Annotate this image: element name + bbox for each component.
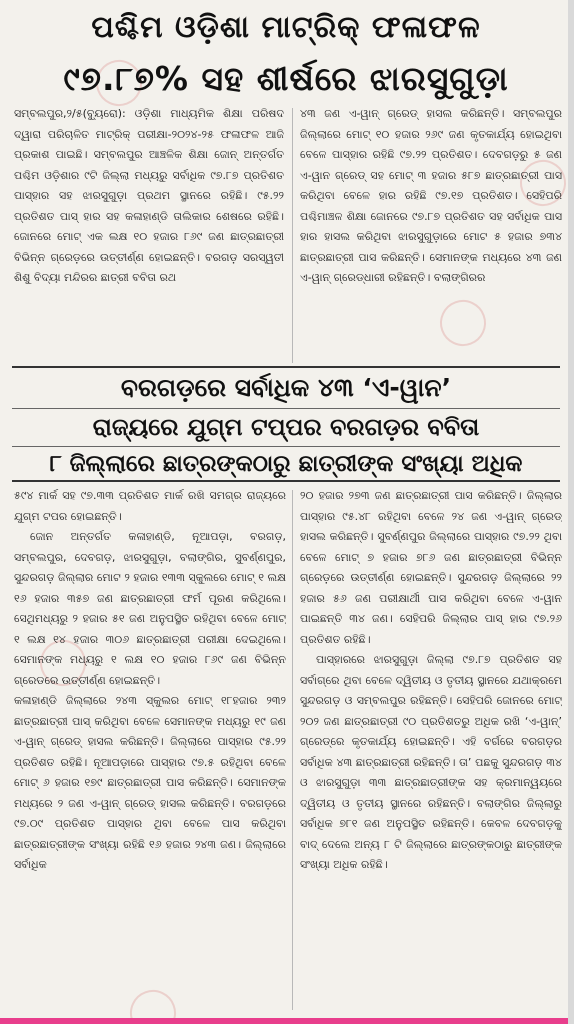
paragraph: ପାସ୍‌ହାରରେ ଝାରସୁଗୁଡ଼ା ଜିଲ୍ଲା ୯୭.୮୭ ପ୍ରତିଶତ ସହ ସର୍ବାଗ୍ରେ ଥିବା ବେଳେ ଦ୍ୱିତୀୟ ଓ ତୃତୀୟ ସ୍ଥାନରେ ଯଥାକ୍ରମେ ସୁନ୍ଦରଗଡ଼ ଓ ସମ୍ବଲପୁର ରହିଛନ୍ତି। ସେହିପରି ଜୋନରେ ମୋଟ୍ ୨୦୨ ଜଣ ଛାତ୍ରଛାତ୍ରୀ ୯୦ ପ୍ରତିଶତରୁ ଅଧିକ ରଖି ‘ଏ-ୱାନ୍’ ଗ୍ରେଡ୍‌ରେ କୃତକାର୍ଯ୍ୟ ହୋଇଛନ୍ତି। ଏହି ବର୍ଗରେ ବରଗଡ଼ର ସର୍ବାଧିକ ୪୩ ଛାତ୍ରଛାତ୍ରୀ ରହିଛନ୍ତି। ତା’ ପଛକୁ ସୁନ୍ଦରଗଡ଼ ୩୪ ଓ ଝାରସୁଗୁଡ଼ା ୩୩ ଛାତ୍ରଛାତ୍ରୀଙ୍କ ସହ କ୍ରମାନ୍ୱୟରେ ଦ୍ୱିତୀୟ ଓ ତୃତୀୟ ସ୍ଥାନରେ ରହିଛନ୍ତି। ବଲାଙ୍ଗିର ଜିଲ୍ଲାରୁ ସର୍ବାଧିକ ୭୮୧ ଜଣ ଅନୁପସ୍ଥିତ ରହିଛନ୍ତି। କେବଳ ଦେବଗଡ଼କୁ ବାଦ୍ ଦେଲେ ଅନ୍ୟ ୮ ଟି ଜିଲ୍ଲାରେ ଛାତ୍ରଙ୍କଠାରୁ ଛାତ୍ରୀଙ୍କ ସଂଖ୍ୟା ଅଧିକ ରହିଛି।: [300, 653, 562, 871]
column-divider: [292, 108, 293, 363]
headline-top: ପଶ୍ଚିମ ଓଡ଼ିଶା ମାଟ୍ରିକ୍ ଫଳାଫଳ: [91, 10, 481, 45]
paragraph: କଳାହାଣ୍ଡି ଜିଲ୍ଲାରେ ୨୪୩ ସ୍କୁଲର ମୋଟ୍ ୧୮ହଜାର ୨୩୨ ଛାତ୍ରଛାତ୍ରୀ ପାସ୍ କରିଥିବା ବେଳେ ସେମାନଙ୍କ ମଧ୍ୟରୁ ୧୯ ଜଣ ଏ-ୱାନ୍ ଗ୍ରେଡ୍ ହାସଲ କରିଛନ୍ତି। ଜିଲ୍ଲାରେ ପାସ୍‌ହାର ୯୫.୨୨ ପ୍ରତିଶତ ରହିଛି। ନୂଆପଡ଼ାରେ ପାସ୍‌ହାର ୯୭.୫ ରହିଥିବା ବେଳେ ମୋଟ୍ ୬ ହଜାର ୧୭୯ ଛାତ୍ରଛାତ୍ରୀ ପାସ କରିଛନ୍ତି। ସେମାନଙ୍କ ମଧ୍ୟରେ ୨ ଜଣ ଏ-ୱାନ୍ ଗ୍ରେଡ୍ ହାସଲ କରିଛନ୍ତି। ବରଗଡ଼ରେ ୯୭.୦୯ ପ୍ରତିଶତ ପାସ୍‌ହାର ଥିବା ବେଳେ ପାସ କରିଥିବା ଛାତ୍ରଛାତ୍ରୀଙ୍କ ସଂଖ୍ୟା ରହିଛି ୧୬ ହଜାର ୨୪୩ ଜଣ। ଜିଲ୍ଲାରେ ସର୍ବାଧିକ: [14, 694, 286, 871]
paragraph: ଜୋନ ଅନ୍ତର୍ଗତ କଳାହାଣ୍ଡି, ନୂଆପଡ଼ା, ବରଗଡ଼, ସମ୍ବଲପୁର, ଦେବଗଡ଼, ଝାରସୁଗୁଡ଼ା, ବଲାଙ୍ଗିର, ସୁବର୍ଣ୍ଣପୁର, ସୁନ୍ଦରଗଡ଼ ଜିଲ୍ଲାର ମୋଟ ୨ ହଜାର ୧୩୩ ସ୍କୁଲରେ ମୋଟ୍ ୧ ଲକ୍ଷ ୧୬ ହଜାର ୩୫୭ ଜଣ ଛାତ୍ରଛାତ୍ରୀ ଫର୍ମ ପୂରଣ କରିଥିଲେ। ସେଥିମଧ୍ୟରୁ ୨ ହଜାର ୫୧ ଜଣ ଅନୁପସ୍ଥିତ ରହିଥିବା ବେଳେ ମୋଟ୍ ୧ ଲକ୍ଷ ୧୪ ହଜାର ୩୦୬ ଛାତ୍ରଛାତ୍ରୀ ପରୀକ୍ଷା ଦେଇଥିଲେ। ସେମାନଙ୍କ ମଧ୍ୟରୁ ୧ ଲକ୍ଷ ୧୦ ହଜାର ୮୬୯ ଜଣ ବିଭିନ୍ନ ଗ୍ରେଡରେ ଉତ୍ତୀର୍ଣ୍ଣ ହୋଇଛନ୍ତି।: [14, 530, 286, 687]
article-column-top-left: ସମ୍ବଲପୁର,୨/୫(ବ୍ୟୁରୋ): ଓଡ଼ିଶା ମାଧ୍ୟମିକ ଶିକ୍ଷା ପରିଷଦ ଦ୍ୱାରା ପରିଚାଳିତ ମାଟ୍ରିକ୍ ପରୀକ୍ଷା-୨୦୨୪-୨୫ ଫଳାଫଳ ଆଜି ପ୍ରକାଶ ପାଇଛି। ସମ୍ବଲପୁର ଆଞ୍ଚଳିକ ଶିକ୍ଷା ଜୋନ୍ ଅନ୍ତର୍ଗତ ପଶ୍ଚିମ ଓଡ଼ିଶାର ୯ଟି ଜିଲ୍ଲା ମଧ୍ୟରୁ ସର୍ବାଧିକ ୯୭.୮୭ ପ୍ରତିଶତ ପାସ୍‌ହାର ସହ ଝାରସୁଗୁଡ଼ା ପ୍ରଥମ ସ୍ଥାନରେ ରହିଛି। ୯୫.୨୨ ପ୍ରତିଶତ ପାସ୍ ହାର ସହ କଳାହାଣ୍ଡି ତାଲିକାର ଶେଷରେ ରହିଛି। ଜୋନରେ ମୋଟ୍ ଏକ ଲକ୍ଷ ୧୦ ହଜାର ୮୬୯ ଜଣ ଛାତ୍ରଛାତ୍ରୀ ବିଭିନ୍ନ ଗ୍ରେଡ଼ରେ ଉତ୍ତୀର୍ଣ୍ଣ ହୋଇଛନ୍ତି। ବରଗଡ଼ ସରସ୍ୱତୀ ଶିଶୁ ବିଦ୍ୟା ମନ୍ଦିରର ଛାତ୍ରୀ ବବିତା ରଥ: [14, 107, 284, 284]
column-divider: [292, 490, 293, 1010]
subheadline-box: [12, 366, 560, 482]
article-column-top-right: ୪୩ ଜଣ ଏ-ୱାନ୍ ଗ୍ରେଡ୍ ହାସଲ କରିଛନ୍ତି। ସମ୍ବଲପୁର ଜିଲ୍ଲାରେ ମୋଟ୍ ୧୦ ହଜାର ୨୬୯ ଜଣ କୃତକାର୍ଯ୍ୟ ହୋଇଥିବା ବେଳେ ପାସ୍‌ହାର ରହିଛି ୯୭.୨୨ ପ୍ରତିଶତ। ଦେବଗଡ଼ରୁ ୫ ଜଣ ଏ-ୱାନ ଗ୍ରେଡ୍ ସହ ମୋଟ୍ ୩ ହଜାର ୫୮୭ ଛାତ୍ରଛାତ୍ରୀ ପାସ କରିଥିବା ବେଳେ ହାର ରହିଛି ୯୭.୧୭ ପ୍ରତିଶତ। ସେହିପରି ପଶ୍ଚିମାଞ୍ଚଳ ଶିକ୍ଷା ଜୋନରେ ୯୭.୮୭ ପ୍ରତିଶତ ସହ ସର୍ବାଧିକ ପାସ ହାର ହାସଲ କରିଥିବା ଝାରସୁଗୁଡ଼ାରେ ମୋଟ ୫ ହଜାର ୭୩୪ ଛାତ୍ରଛାତ୍ରୀ ପାସ କରିଛନ୍ତି। ସେମାନଙ୍କ ମଧ୍ୟରେ ୪୩ ଜଣ ଏ-ୱାନ୍ ଗ୍ରେଡ୍‌ଧାରୀ ରହିଛନ୍ତି। ବଲାଙ୍ଗିରର: [300, 107, 562, 284]
subheadline-1: ବରଗଡ଼ରେ ସର୍ବାଧିକ ୪୩ ‘ଏ-ୱାନ’: [120, 373, 452, 402]
subheadline-2: ରାଜ୍ୟରେ ଯୁଗ୍ମ ଟପ୍ପର ବରଗଡ଼ର ବବିତା: [92, 413, 480, 441]
bottom-accent-bar: [0, 1018, 574, 1024]
paragraph: ୫୯୪ ମାର୍କ ସହ ୯୭.୩୩ ପ୍ରତିଶତ ମାର୍କ ରଖି ସମଗ୍ର ରାଜ୍ୟରେ ଯୁଗ୍ମ ଟପର ହୋଇଛନ୍ତି।: [14, 489, 286, 523]
headline-main: ୯୭.୮୭% ସହ ଶୀର୍ଷରେ ଝାରସୁଗୁଡ଼ା: [63, 59, 509, 98]
article-column-bottom-right: [300, 486, 562, 1014]
article-column-bottom-left: [14, 486, 286, 1014]
subheadline-3: ୮ ଜିଲ୍ଲାରେ ଛାତ୍ରଙ୍କଠାରୁ ଛାତ୍ରୀଙ୍କ ସଂଖ୍ୟା ଅଧିକ: [49, 451, 523, 477]
paragraph: ୨୦ ହଜାର ୨୭୩ ଜଣ ଛାତ୍ରଛାତ୍ରୀ ପାସ କରିଛନ୍ତି। ଜିଲ୍ଲାର ପାସ୍‌ହାର ୯୫.୪୮ ରହିଥିବା ବେଳେ ୨୪ ଜଣ ଏ-ୱାନ୍ ଗ୍ରେଡ୍ ହାସଲ କରିଛନ୍ତି। ସୁବର୍ଣ୍ଣପୁର ଜିଲ୍ଲାରେ ପାସ୍‌ହାର ୯୭.୨୨ ଥିବା ବେଳେ ମୋଟ୍ ୭ ହଜାର ୭୮୬ ଜଣ ଛାତ୍ରଛାତ୍ରୀ ବିଭିନ୍ନ ଗ୍ରେଡ଼ରେ ଉତ୍ତୀର୍ଣ୍ଣ ହୋଇଛନ୍ତି। ସୁନ୍ଦରଗଡ଼ ଜିଲ୍ଲାରେ ୨୨ ହଜାର ୫୬ ଜଣ ପରୀକ୍ଷାର୍ଥୀ ପାସ କରିଥିବା ବେଳେ ଏ-ୱାନ ପାଇଛନ୍ତି ୩୪ ଜଣ। ସେହିପରି ଜିଲ୍ଲାର ପାସ୍ ହାର ୯୭.୨୬ ପ୍ରତିଶତ ରହିଛି।: [300, 489, 562, 646]
